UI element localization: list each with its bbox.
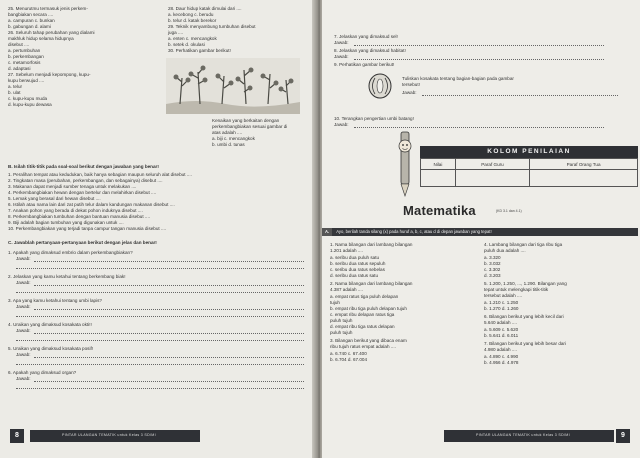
math-col1-option[interactable]: d. empat ribu tiga ratus delapan [330,324,395,329]
answer-line[interactable] [354,127,604,128]
answer-line[interactable] [16,388,304,389]
math-col2-option[interactable]: b. 3.032 [484,261,501,266]
boy-pencil-illustration [392,130,418,200]
left-mid-line-5: a. enten c. mencangkok [168,36,217,41]
right-page-number: 9 [616,429,630,443]
section-b-item: 2. Tingkatan masa (perubahan, perkembangan, dan sebagainya) disebut .... [8,178,163,183]
left-top-line-13: a. telur [8,84,23,89]
math-col2-option[interactable]: b. 1.270 d. 1.260 [484,306,519,311]
section-b-item: 5. Lemak yang berasal dari hewan disebut .... [8,196,101,201]
left-top-line-7: a. pertumbuhan [8,48,41,53]
section-c-question: 1. Apakah yang dimaksud embrio dalam perkembangbiakan? [8,250,133,255]
answer-label: Jawab: [16,304,31,309]
left-page-number: 8 [10,429,24,443]
answer-label: Jawab: [16,376,31,381]
math-col1-option[interactable]: a. empat ratus tiga puluh delapan [330,294,399,299]
math-col1-option[interactable]: c. empat ribu delapan ratus tiga [330,312,395,317]
left-mid-line-2: b. telur d. katak berekor [168,18,217,23]
math-col2-option[interactable]: c. 3.302 [484,267,501,272]
answer-label: Jawab: [334,40,349,45]
nilai-cell[interactable] [421,170,456,187]
left-mid-line-0: 28. Daur hidup katak dimulai dari .... [168,6,242,11]
math-col2-line: 4. Lambang bilangan dari tiga ribu tiga [484,242,563,247]
caption-line-4: b. umbi d. tunas [212,142,245,147]
left-top-line-9: c. metamorfosis [8,60,41,65]
answer-label: Jawab: [16,256,31,261]
math-col2-line: 5.640 adalah .... [484,320,517,325]
math-col1-option[interactable]: c. seribu dua ratus sebelas [330,267,385,272]
right-q8: 8. Jelaskan yang dimaksud habitat! [334,48,406,53]
kolom-penilaian-header: KOLOM PENILAIAN [420,146,638,158]
left-top-line-3: b. gabungan d. alami [8,24,51,29]
math-col2-line: puluh dua adalah .... [484,248,526,253]
right-q9: 9. Perhatikan gambar berikut! [334,62,395,67]
answer-label: Jawab: [16,280,31,285]
left-mid-line-3: 29. Teknik menyambung tumbuhan disebut [168,24,256,29]
section-b-item: 6. Istilah atau nama lain dari zat putih telur dalam kandungan makanan disebut .... [8,202,175,207]
caption-line-1: perkembangbiakan sesuai gambar di [212,124,288,129]
math-col1-option[interactable]: a. seribu dua puluh satu [330,255,380,260]
math-col1-option[interactable]: b. 6.704 d. 67.004 [330,357,368,362]
caption-line-0: Kenaikan yang berkaitan dengan [212,118,280,123]
math-col1-option[interactable]: d. seribu dua ratus satu [330,273,379,278]
math-col1-option[interactable]: puluh tujuh [330,318,353,323]
instruction-text: Ayo, berilah tanda silang (x) pada huruf a, b, c, atau d di depan jawaban yang tepat! [336,229,492,234]
q9-text-1: tersebut! [402,82,420,87]
left-mid-line-6: b. setek d. okulasi [168,42,205,47]
section-b-item: 7. Anakan pohon yang berada di dekat pohon induknya disebut .... [8,208,143,213]
section-c-question: 2. Jelaskan yang kamu ketahui tentang berkembang biak! [8,274,126,279]
math-col2-line: tersebut adalah .... [484,293,523,298]
math-col2-line: 5. 1.200, 1.250, ..., 1.290. Bilangan yang [484,281,567,286]
left-mid-line-4: juga .... [168,30,184,35]
answer-line[interactable] [16,364,304,365]
section-b-item: 4. Perkembangbiakan hewan dengan bertelur dan melahirkan disebut .... [8,190,157,195]
math-col2-option[interactable]: d. 3.203 [484,273,501,278]
math-col1-option[interactable]: b. seribu dua ratus sepuluh [330,261,386,266]
section-b-title: B. Isilah titik-titik pada soal-soal berikut dengan jawaban yang benar! [8,164,159,169]
answer-label: Jawab: [334,122,349,127]
left-mid-line-7: 30. Perhatikan gambar berikut! [168,48,231,53]
math-col2-option[interactable]: a. 1.210 c. 1.250 [484,300,519,305]
answer-line[interactable] [354,45,604,46]
section-b-item: 8. Perkembangbiakan tumbuhan dengan bantuan manusia disebut .... [8,214,150,219]
right-footer-text: PINTAR ULANGAN TEMATIK untuk Kelas 3 SD/MI [476,433,570,437]
answer-label: Jawab: [402,90,417,95]
answer-label: Jawab: [16,352,31,357]
left-top-line-4: 26. Seluruh tahap perubahan yang dialami [8,30,95,35]
left-mid-line-1: a. kecebong c. berudu [168,12,214,17]
answer-line[interactable] [34,285,304,286]
math-col2-line: 6. Bilangan berikut yang lebih kecil dari [484,314,564,319]
section-b-item: 1. Peralihan tempat atau kedudukan, baik hanya sebagian maupun seluruh alat disebut .... [8,172,192,177]
section-c-question: 5. Uraikan yang dimaksud kosakata posif! [8,346,94,351]
math-col1-line: 2. Nama bilangan dari lambang bilangan [330,281,413,286]
math-col2-option[interactable]: a. 4.890 c. 4.990 [484,354,519,359]
paraf-orang-tua-header: Paraf Orang Tua [530,159,638,170]
section-b-item: 10. Perkembangbiakan yang terjadi tanpa campur tangan manusia disebut .... [8,226,167,231]
answer-line[interactable] [354,59,604,60]
subject-code: (KD 3.1 dan 4.1) [496,209,522,213]
answer-line[interactable] [422,95,618,96]
left-top-line-8: b. perkembangan [8,54,44,59]
paraf-guru-cell[interactable] [455,170,529,187]
subject-title: Matematika [403,203,476,218]
answer-line[interactable] [16,292,304,293]
left-top-line-2: a. campuran c. bunkan [8,18,55,23]
left-top-line-14: b. ulat [8,90,21,95]
left-top-line-12: kupu berwujud .... [8,78,45,83]
kolom-penilaian-table [420,158,638,187]
section-b-item: 3. Makanan dapat menjadi sumber tenaga untuk melakukan .... [8,184,137,189]
math-col1-line: 1. Nama bilangan dari lambang bilangan [330,242,413,247]
answer-line[interactable] [34,357,304,358]
answer-line[interactable] [16,316,304,317]
left-top-line-1: bangbiakan secara .... [8,12,54,17]
nilai-header: Nilai [421,159,456,170]
answer-label: Jawab: [334,54,349,59]
left-top-line-10: d. adaptasi [8,66,31,71]
plant-cutting-illustration [166,58,300,114]
paraf-orang-tua-cell[interactable] [530,170,638,187]
answer-line[interactable] [34,381,304,382]
left-top-line-0: 25. Menurutmu termasuk jenis perkem- [8,6,88,11]
section-c-question: 6. Apakah yang dimaksud organ? [8,370,77,375]
left-top-line-5: makhluk hidup selama hidupnya [8,36,74,41]
caption-line-3: a. biji c. mencangkok [212,136,255,141]
math-col2-line: 7. Bilangan berikut yang lebih besar dari [484,341,566,346]
right-q10: 10. Terangkan pengertian umbi batang! [334,116,414,121]
instruction-tag: A. [322,228,332,236]
answer-line[interactable] [16,268,304,269]
q9-text-0: Tuliskan kosakata tentang bagian-bagian pada gambar [402,76,514,81]
math-col1-option[interactable]: b. empat ribu tiga puluh delapan tujuh [330,306,407,311]
left-top-line-16: d. kupu-kupu dewasa [8,102,52,107]
left-footer-text: PINTAR ULANGAN TEMATIK untuk Kelas 3 SD/MI [62,433,156,437]
math-col2-line: tepat untuk melengkapi titik-titik [484,287,549,292]
math-col2-option[interactable]: a. 3.320 [484,255,501,260]
section-c-question: 4. Uraikan yang dimaksud kosakata okti!! [8,322,92,327]
answer-line[interactable] [34,309,304,310]
section-c-question: 3. Apa yang kamu ketahui tentang umbi lapis? [8,298,102,303]
math-col1-option[interactable]: tujuh [330,300,340,305]
left-top-line-15: c. kupu-kupu muda [8,96,48,101]
math-col1-option[interactable]: puluh tujuh [330,330,353,335]
section-c-title: C. Jawablah pertanyaan-pertanyaan berikut dengan jelas dan benar! [8,240,157,245]
math-col1-line: 4.387 adalah .... [330,287,363,292]
math-col2-line: 4.980 adalah .... [484,347,517,352]
left-top-line-6: disebut .... [8,42,30,47]
right-q7: 7. Jelaskan yang dimaksud sel! [334,34,398,39]
math-col2-option[interactable]: a. 5.609 c. 5.620 [484,327,519,332]
answer-line[interactable] [34,261,304,262]
math-col1-line: 3. Bilangan berikut yang dibaca enam [330,338,407,343]
section-b-item: 9. Biji adalah bagian tumbuhan yang digunakan untuk .... [8,220,124,225]
math-col1-line: ribu tujuh ratus empat adalah .... [330,344,396,349]
paraf-guru-header: Paraf Guru [455,159,529,170]
answer-label: Jawab: [16,328,31,333]
answer-line[interactable] [34,333,304,334]
instruction-bar [322,228,638,236]
left-page [0,0,316,458]
math-col2-option[interactable]: b. 4.956 d. 4.978 [484,360,519,365]
math-col1-line: 1.201 adalah .... [330,248,363,253]
seed-illustration [366,72,394,100]
subject-banner [398,203,638,221]
caption-line-2: atas adalah .... [212,130,243,135]
math-col2-option[interactable]: b. 5.641 d. 6.011 [484,333,519,338]
left-top-line-11: 27. Sebelum menjadi kepompong, kupu- [8,72,91,77]
math-col1-option[interactable]: a. 6.740 c. 67.400 [330,351,367,356]
answer-line[interactable] [16,340,304,341]
